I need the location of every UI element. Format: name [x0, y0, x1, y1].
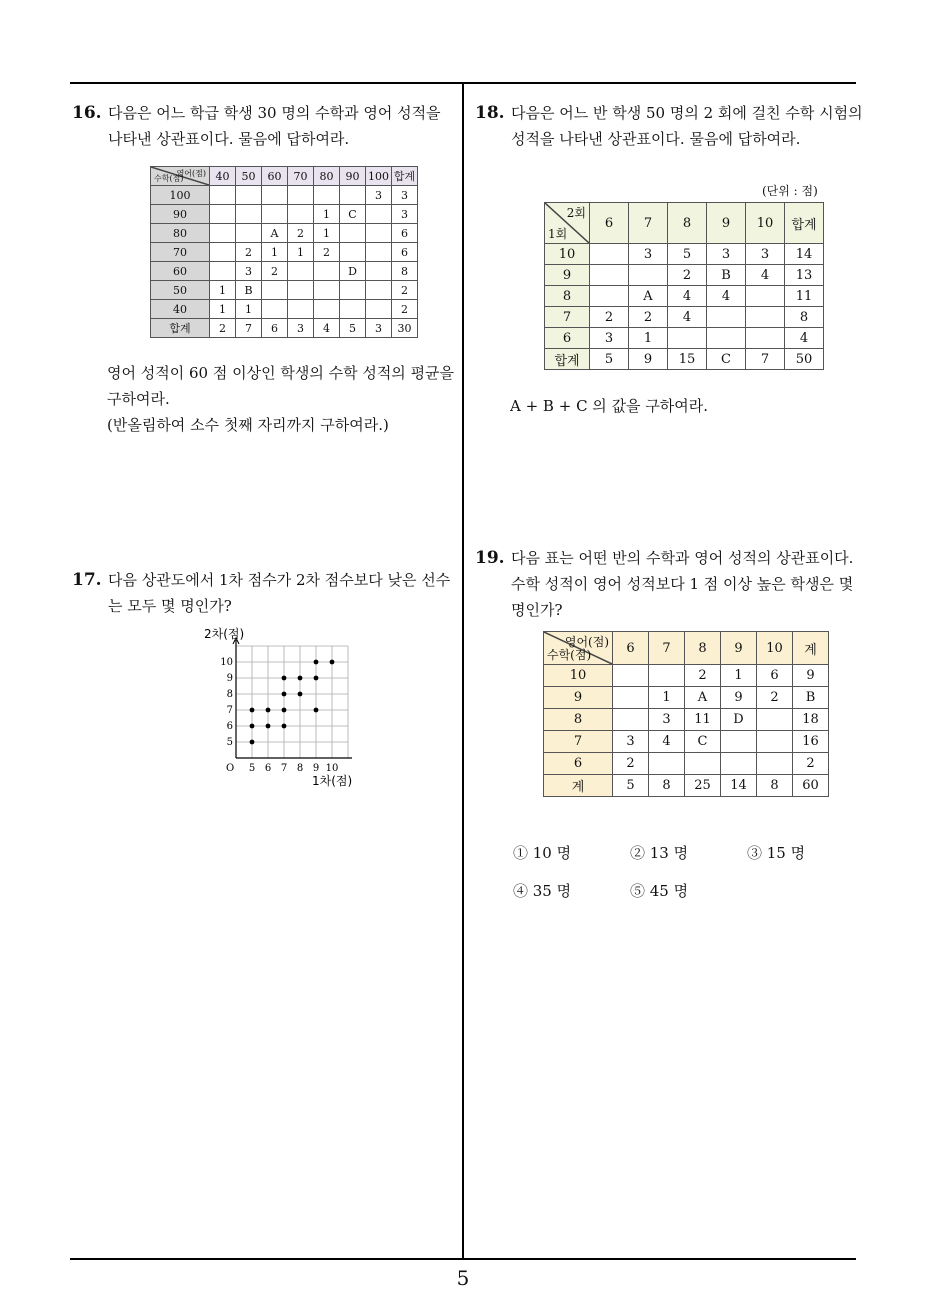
scatter-point	[282, 692, 287, 697]
table-cell: 2	[793, 753, 829, 775]
table-cell: 3	[288, 319, 314, 338]
column-header: 8	[685, 632, 721, 665]
table-row	[151, 186, 418, 205]
table-cell	[366, 281, 392, 300]
y-axis-label: 2차(점)	[204, 627, 245, 641]
row-header: 7	[545, 307, 590, 328]
table-cell: A	[629, 286, 668, 307]
table-cell: 3	[746, 244, 785, 265]
scatter-point	[298, 676, 303, 681]
scatter-point	[266, 724, 271, 729]
table-cell: 2	[629, 307, 668, 328]
table-corner-header	[151, 167, 210, 186]
table-cell: 1	[262, 243, 288, 262]
question-16	[72, 100, 462, 152]
choice-3[interactable]: ③ 15 명	[747, 844, 806, 862]
origin-label: O	[226, 763, 235, 774]
table-cell	[757, 709, 793, 731]
table-cell: 60	[793, 775, 829, 797]
row-header: 8	[544, 709, 613, 731]
row-header: 합계	[545, 349, 590, 370]
table-cell: 2	[314, 243, 340, 262]
row-header: 100	[151, 186, 210, 205]
question-18	[475, 100, 865, 152]
table-cell	[721, 753, 757, 775]
table-cell: 6	[392, 224, 418, 243]
table-cell	[757, 731, 793, 753]
table-cell: 3	[590, 328, 629, 349]
table-cell	[746, 286, 785, 307]
table-cell	[685, 753, 721, 775]
table-cell: 14	[785, 244, 824, 265]
table-cell: 9	[721, 687, 757, 709]
table-row	[544, 753, 829, 775]
table-row	[151, 224, 418, 243]
corner-row-label: 수학(점)	[154, 174, 184, 183]
row-header: 10	[545, 244, 590, 265]
column-header: 8	[668, 203, 707, 244]
table-cell	[210, 262, 236, 281]
table-cell	[288, 186, 314, 205]
table-cell: 6	[392, 243, 418, 262]
corner-row-label: 1회	[548, 227, 568, 241]
table-cell: 3	[366, 319, 392, 338]
row-header: 8	[545, 286, 590, 307]
row-header: 9	[544, 687, 613, 709]
table-cell: 2	[685, 665, 721, 687]
y-tick-label: 10	[220, 657, 233, 668]
x-tick-label: 6	[264, 763, 272, 774]
table-cell: 2	[262, 262, 288, 281]
row-header: 80	[151, 224, 210, 243]
table-cell: 4	[707, 286, 746, 307]
column-header: 9	[721, 632, 757, 665]
column-header: 80	[314, 167, 340, 186]
table-row	[545, 286, 824, 307]
table-cell: 2	[288, 224, 314, 243]
table-cell: B	[236, 281, 262, 300]
table-row	[151, 243, 418, 262]
scatter-point	[282, 724, 287, 729]
x-tick-label: 10	[325, 763, 339, 774]
table-row	[151, 281, 418, 300]
column-header: 6	[590, 203, 629, 244]
table-cell: B	[707, 265, 746, 286]
table-cell	[288, 205, 314, 224]
table-cell: D	[721, 709, 757, 731]
column-header: 합계	[392, 167, 418, 186]
table-cell: 2	[210, 319, 236, 338]
table-cell	[707, 307, 746, 328]
table-cell: 3	[236, 262, 262, 281]
table-cell: 5	[668, 244, 707, 265]
x-axis-label: 1차(점)	[312, 774, 353, 788]
table-cell	[288, 262, 314, 281]
table-cell: 3	[649, 709, 685, 731]
column-header: 10	[746, 203, 785, 244]
table-row	[544, 709, 829, 731]
scatter-plot	[200, 624, 370, 794]
table-cell	[746, 328, 785, 349]
y-tick-label: 9	[226, 673, 233, 684]
table-cell: 18	[793, 709, 829, 731]
row-header: 40	[151, 300, 210, 319]
table-cell: 30	[392, 319, 418, 338]
table-cell: 4	[785, 328, 824, 349]
table-cell: 1	[288, 243, 314, 262]
scatter-point	[266, 708, 271, 713]
table-cell: 4	[746, 265, 785, 286]
column-header: 90	[340, 167, 366, 186]
table-row	[544, 775, 829, 797]
table-cell	[236, 224, 262, 243]
column-header: 10	[757, 632, 793, 665]
table-row	[151, 319, 418, 338]
table-cell: 4	[649, 731, 685, 753]
table-cell: 15	[668, 349, 707, 370]
table-cell: 9	[793, 665, 829, 687]
table-cell: 4	[314, 319, 340, 338]
table-cell: 2	[236, 243, 262, 262]
corner-column-label: 2회	[566, 206, 586, 220]
table-row	[545, 265, 824, 286]
table-cell: C	[340, 205, 366, 224]
row-header: 70	[151, 243, 210, 262]
table-cell: 2	[757, 687, 793, 709]
scatter-point	[250, 740, 255, 745]
table-cell	[366, 262, 392, 281]
table-cell	[590, 244, 629, 265]
table-cell: 11	[785, 286, 824, 307]
table-cell: 2	[613, 753, 649, 775]
row-header: 7	[544, 731, 613, 753]
column-header: 7	[629, 203, 668, 244]
x-tick-label: 5	[248, 763, 256, 774]
table-corner-header	[544, 632, 613, 665]
scatter-point	[314, 676, 319, 681]
column-header: 50	[236, 167, 262, 186]
table-cell	[262, 205, 288, 224]
corner-row-label: 수학(점)	[547, 648, 592, 662]
column-header: 7	[649, 632, 685, 665]
table-cell: 3	[707, 244, 746, 265]
table-cell: 6	[757, 665, 793, 687]
table-cell	[613, 665, 649, 687]
table-cell: 2	[590, 307, 629, 328]
table-cell	[707, 328, 746, 349]
table-cell: 4	[668, 286, 707, 307]
choice-1[interactable]: ① 10 명	[513, 844, 572, 862]
row-header: 50	[151, 281, 210, 300]
table-cell: 5	[340, 319, 366, 338]
table-cell	[340, 186, 366, 205]
column-header: 40	[210, 167, 236, 186]
table-cell: 3	[392, 205, 418, 224]
table-cell: 5	[613, 775, 649, 797]
table-cell: C	[707, 349, 746, 370]
table-cell	[210, 205, 236, 224]
table-cell	[288, 300, 314, 319]
table-cell	[210, 243, 236, 262]
table-cell: 3	[629, 244, 668, 265]
table-cell: 3	[392, 186, 418, 205]
table-row	[151, 262, 418, 281]
page-number: 5	[456, 1266, 470, 1290]
table-cell: 3	[613, 731, 649, 753]
scatter-point	[330, 660, 335, 665]
table-cell: 11	[685, 709, 721, 731]
scatter-point	[250, 708, 255, 713]
table-row	[545, 328, 824, 349]
row-header: 10	[544, 665, 613, 687]
row-header: 90	[151, 205, 210, 224]
table-cell: 1	[314, 205, 340, 224]
question-17	[72, 567, 462, 619]
correlation-table-18	[544, 202, 824, 370]
table-cell: A	[685, 687, 721, 709]
scatter-point	[298, 692, 303, 697]
table-row	[544, 731, 829, 753]
table-cell	[340, 224, 366, 243]
table-row	[544, 665, 829, 687]
correlation-table-19	[543, 631, 829, 797]
column-divider	[462, 82, 464, 1260]
table-cell: 7	[236, 319, 262, 338]
question-16-prompt: 영어 성적이 60 점 이상인 학생의 수학 성적의 평균을 구하여라. (반올림하여 소수 첫째 자리까지 구하여라.)	[107, 364, 455, 434]
y-tick-label: 7	[226, 705, 233, 716]
question-text: 다음 표는 어떤 반의 수학과 영어 성적의 상관표이다. 수학 성적이 영어 성적보다 1 점 이상 높은 학생은 몇 명인가?	[511, 549, 854, 619]
table-cell: 5	[590, 349, 629, 370]
x-tick-label: 7	[280, 763, 288, 774]
correlation-table-16	[150, 166, 418, 338]
table-row	[544, 687, 829, 709]
question-text: 다음 상관도에서 1차 점수가 2차 점수보다 낮은 선수 는 모두 몇 명인가?	[108, 571, 451, 615]
table-cell	[340, 243, 366, 262]
table-cell	[314, 300, 340, 319]
corner-column-label: 영어(점)	[176, 169, 206, 178]
x-tick-label: 9	[312, 763, 320, 774]
table-cell	[314, 281, 340, 300]
table-cell: 1	[649, 687, 685, 709]
row-header: 6	[544, 753, 613, 775]
row-header: 60	[151, 262, 210, 281]
question-text: 다음은 어느 반 학생 50 명의 2 회에 걸친 수학 시험의 성적을 나타낸 상관표이다. 물음에 답하여라.	[511, 104, 863, 148]
column-header: 6	[613, 632, 649, 665]
question-number: 17.	[72, 570, 102, 590]
table-row	[545, 349, 824, 370]
table-cell	[649, 753, 685, 775]
y-tick-label: 8	[226, 689, 233, 700]
scatter-point	[314, 708, 319, 713]
table-cell: 16	[793, 731, 829, 753]
table-cell: 6	[262, 319, 288, 338]
table-row	[151, 205, 418, 224]
table-cell: D	[340, 262, 366, 281]
table-cell	[590, 265, 629, 286]
table-cell	[757, 753, 793, 775]
table-cell	[721, 731, 757, 753]
table-cell: 9	[629, 349, 668, 370]
table-cell: 1	[210, 281, 236, 300]
table-cell	[613, 709, 649, 731]
table-cell	[288, 281, 314, 300]
table-cell	[314, 186, 340, 205]
row-header: 합계	[151, 319, 210, 338]
question-18-prompt: A + B + C 의 값을 구하여라.	[510, 397, 709, 415]
column-header: 100	[366, 167, 392, 186]
table-cell	[366, 205, 392, 224]
column-header: 60	[262, 167, 288, 186]
table-cell	[366, 224, 392, 243]
table-cell: B	[793, 687, 829, 709]
question-number: 18.	[475, 103, 505, 123]
column-header: 9	[707, 203, 746, 244]
table-cell	[746, 307, 785, 328]
table-cell: 3	[366, 186, 392, 205]
table-cell: 4	[668, 307, 707, 328]
scatter-point	[250, 724, 255, 729]
table-cell: 14	[721, 775, 757, 797]
table-cell	[668, 328, 707, 349]
scatter-point	[314, 660, 319, 665]
table-cell: 8	[785, 307, 824, 328]
table-cell: 1	[629, 328, 668, 349]
bottom-rule	[70, 1258, 856, 1260]
row-header: 6	[545, 328, 590, 349]
table-cell	[629, 265, 668, 286]
table-cell: 50	[785, 349, 824, 370]
table-cell: 1	[314, 224, 340, 243]
table-cell	[314, 262, 340, 281]
table-cell: A	[262, 224, 288, 243]
corner-column-label: 영어(점)	[564, 635, 609, 649]
question-text: 다음은 어느 학급 학생 30 명의 수학과 영어 성적을 나타낸 상관표이다. 물음에 답하여라.	[108, 104, 441, 148]
unit-label: (단위 : 점)	[762, 184, 818, 198]
table-cell	[340, 281, 366, 300]
table-corner-header	[545, 203, 590, 244]
choice-4[interactable]: ④ 35 명	[513, 882, 572, 900]
y-tick-label: 6	[226, 721, 233, 732]
table-cell: 1	[721, 665, 757, 687]
table-cell	[590, 286, 629, 307]
table-cell	[236, 186, 262, 205]
column-header: 70	[288, 167, 314, 186]
table-cell	[262, 300, 288, 319]
table-cell: 8	[392, 262, 418, 281]
table-cell: 2	[392, 281, 418, 300]
question-19	[475, 545, 865, 623]
table-cell: 2	[668, 265, 707, 286]
choice-5[interactable]: ⑤ 45 명	[630, 882, 689, 900]
table-cell: 1	[236, 300, 262, 319]
table-cell	[210, 186, 236, 205]
table-cell	[649, 665, 685, 687]
table-cell: 13	[785, 265, 824, 286]
y-tick-label: 5	[226, 737, 233, 748]
table-cell: 2	[392, 300, 418, 319]
table-row	[151, 300, 418, 319]
table-cell: 1	[210, 300, 236, 319]
x-tick-label: 8	[296, 763, 304, 774]
question-number: 16.	[72, 103, 102, 123]
row-header: 계	[544, 775, 613, 797]
table-cell: C	[685, 731, 721, 753]
scatter-point	[282, 708, 287, 713]
choice-2[interactable]: ② 13 명	[630, 844, 689, 862]
table-row	[545, 244, 824, 265]
column-header: 합계	[785, 203, 824, 244]
table-cell	[340, 300, 366, 319]
table-row	[545, 307, 824, 328]
table-cell: 7	[746, 349, 785, 370]
table-cell	[236, 205, 262, 224]
table-cell	[613, 687, 649, 709]
table-cell	[366, 300, 392, 319]
row-header: 9	[545, 265, 590, 286]
table-cell: 25	[685, 775, 721, 797]
question-number: 19.	[475, 548, 505, 568]
table-cell	[262, 186, 288, 205]
table-cell	[262, 281, 288, 300]
table-cell: 8	[757, 775, 793, 797]
table-cell	[210, 224, 236, 243]
column-header: 계	[793, 632, 829, 665]
scatter-point	[282, 676, 287, 681]
table-cell: 8	[649, 775, 685, 797]
table-cell	[366, 243, 392, 262]
